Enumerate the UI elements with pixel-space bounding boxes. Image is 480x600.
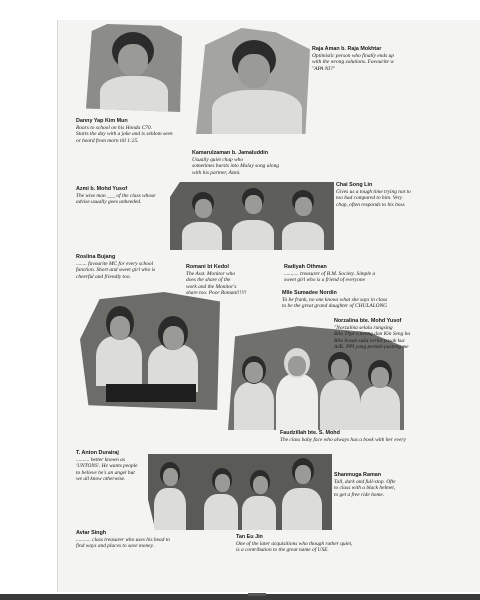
caption-shanmuga: Shanmuga Raman Tall, dark and full-stop. Ofte to class with a black helmet, to get a free ride home. bbox=[334, 472, 480, 498]
caption-tan: Tan Eu Jin One of the later acquisitions who though rather quiet, is a contribution to the great name of USE. bbox=[236, 534, 436, 554]
caption-sumadee: Mlle Sumadee Nordin To be frank, no one knows what she says in class to be the great grand daughter of CHULALONG bbox=[282, 290, 478, 310]
photo-azmi-kamarulzaman-chai bbox=[170, 182, 334, 250]
caption-chai: Chai Song Lin Gives us a tough time trying not to too bad compared to him. Very chap, often responds to his boss bbox=[336, 182, 480, 208]
caption-danny: Danny Yap Kim Mun Roars to school on his Honda C70. Starts the day with a joke and is seldom seen or heard from morn till 1:25. bbox=[76, 118, 206, 144]
caption-name: Norzalina bte. Mohd Yusof bbox=[334, 318, 402, 324]
caption-name: Raja Aman b. Raja Mokhtar bbox=[312, 46, 382, 52]
caption-name: Faudzillah bte. S. Mohd bbox=[280, 430, 340, 436]
caption-roslina: Roslina Bujang ........ favourite MC for every school function. Short and sweet girl who is cheerful and friendly too. bbox=[76, 254, 186, 280]
photo-roslina-romani bbox=[80, 292, 220, 410]
caption-name: Chai Song Lin bbox=[336, 182, 373, 188]
caption-name: Shanmuga Raman bbox=[334, 472, 382, 478]
caption-raja: Raja Aman b. Raja Mokhtar Optimistic person who finally ends up with the wrong solutions. Favourite w "APA NI?" bbox=[312, 46, 478, 72]
caption-name: T. Anton Durairaj bbox=[76, 450, 119, 456]
caption-name: Azmi b. Mohd Yusof bbox=[76, 186, 128, 192]
caption-kamarulzaman: Kamarulzaman b. Jamaluddin Usually quiet chap who sometimes bursts into Malay song along with his partner, Azmi. bbox=[192, 150, 322, 176]
page-number-mark bbox=[248, 593, 266, 596]
caption-name: Kamarulzaman b. Jamaluddin bbox=[192, 150, 269, 156]
caption-name: Mlle Sumadee Nordin bbox=[282, 290, 337, 296]
caption-name: Radiyah Othman bbox=[284, 264, 327, 270]
caption-name: Tan Eu Jin bbox=[236, 534, 263, 540]
photo-danny bbox=[86, 24, 182, 112]
caption-avtar: Avtar Singh ........... class treasurer who uses his head to find ways and places to save money. bbox=[76, 530, 236, 550]
caption-name: Danny Yap Kim Mun bbox=[76, 118, 128, 124]
page-bottom-edge bbox=[0, 594, 480, 600]
caption-azmi: Azmi b. Mohd Yusof The wise man ___ of the class whose advise usually goes unheeded. bbox=[76, 186, 172, 206]
caption-faudzilah: Faudzillah bte. S. Mohd The class baby face who always has a book with her every bbox=[280, 430, 480, 443]
caption-name: Roslina Bujang bbox=[76, 254, 116, 260]
caption-radiyah: Radiyah Othman ........... treasurer of B.M. Society. Simple a sweet girl who is a friend of everyone bbox=[284, 264, 478, 284]
photo-raja bbox=[196, 28, 310, 134]
caption-name: Romani bt Kedol bbox=[186, 264, 229, 270]
caption-anton: T. Anton Durairaj .......... better known as 'UNTONS'. He wants people to believe he's an angel but we all know otherwise. bbox=[76, 450, 176, 483]
caption-norzalina: Norzalina bte. Mohd Yusof "Norzalina selalu rungsing Bila Thye Cheong dan Kin Seng ba Bila bosan suka cerita pasak kuc AJK. PPI yang pernah pusteng me bbox=[334, 318, 480, 351]
caption-romani: Romani bt Kedol The Asst. Monitor who does the share of the work and the Monitor's share too. Poor Romani!!!!! bbox=[186, 264, 270, 297]
caption-name: Avtar Singh bbox=[76, 530, 107, 536]
